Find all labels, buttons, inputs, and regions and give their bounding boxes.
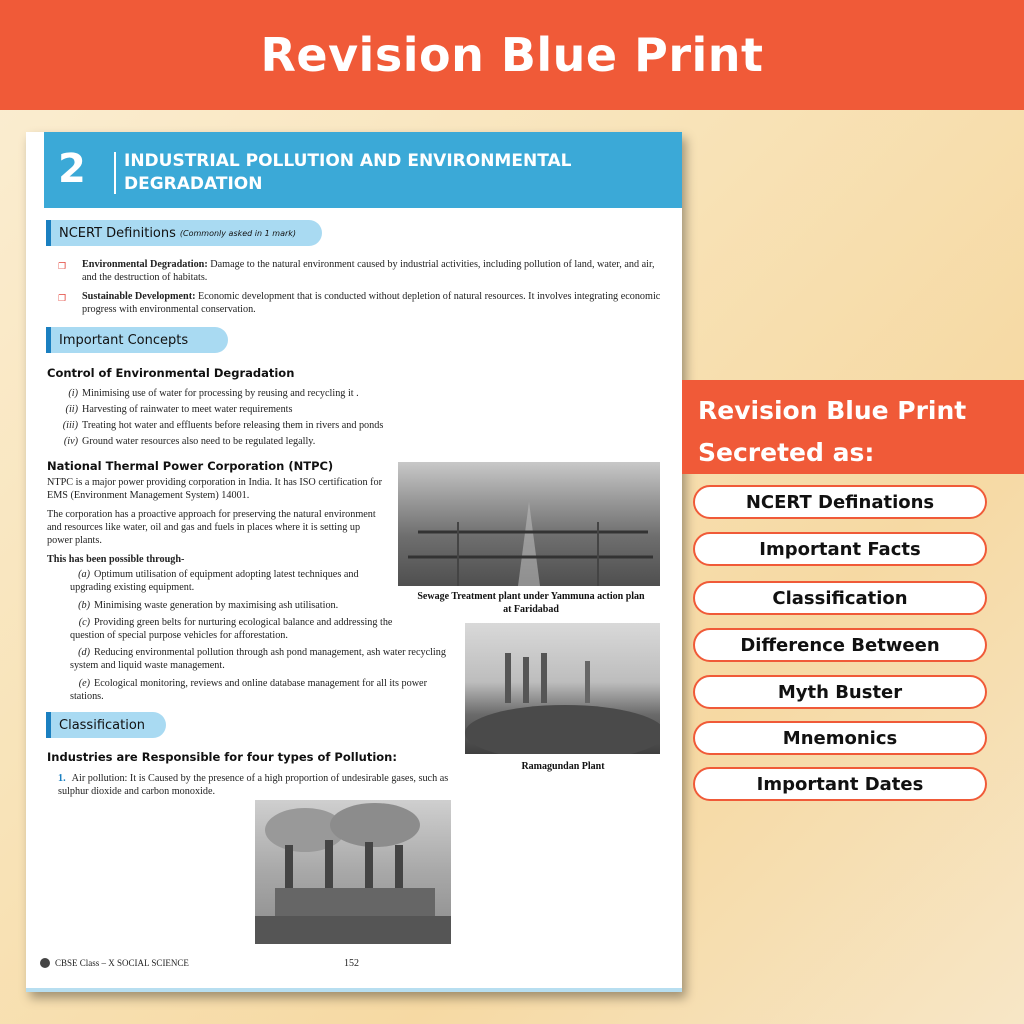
definition-term: Sustainable Development: — [82, 291, 196, 302]
section-label: Important Concepts — [59, 332, 189, 348]
list-item: (e) Ecological monitoring, reviews and online database management for all its power stations. — [70, 678, 427, 702]
ntpc-heading: National Thermal Power Corporation (NTPC) — [47, 459, 334, 473]
feature-button-classification[interactable]: Classification — [693, 581, 987, 615]
banner-title: Revision Blue Print — [260, 28, 764, 82]
list-item: (b) Minimising waste generation by maximising ash utilisation. — [78, 600, 339, 611]
sewage-plant-photo — [398, 462, 660, 586]
ramagundan-plant-photo — [465, 623, 660, 754]
section-classification — [46, 712, 166, 738]
page-footer — [40, 958, 189, 968]
definition-item — [58, 290, 663, 316]
bullet-square-icon: ❐ — [58, 261, 67, 271]
control-heading: Control of Environmental Degradation — [47, 366, 295, 380]
pollution-item: 1. Air pollution: It is Caused by the presence of a high proportion of undesirable gases, such as sulphur dioxide and carbon monoxide. — [58, 773, 449, 797]
section-ncert-definitions — [46, 220, 322, 246]
chapter-header — [44, 132, 682, 208]
bullet-square-icon: ❐ — [58, 293, 67, 303]
footer-book: CBSE Class – X SOCIAL SCIENCE — [55, 958, 189, 968]
page-bottom-strip — [26, 988, 682, 992]
list-item: (i) Minimising use of water for processing by reusing and recycling it . — [68, 388, 359, 399]
ramagundan-caption: Ramagundan Plant — [521, 761, 605, 772]
chapter-divider — [114, 152, 116, 194]
definition-text: Economic development that is conducted without depletion of natural resources. It involves integrating economic progress with environmental conservation. — [82, 291, 661, 315]
ntpc-paragraph: NTPC is a major power providing corporation in India. It has ISO certification for EMS (Environment Management System) 14001. — [47, 477, 382, 501]
feature-button-myth[interactable]: Myth Buster — [693, 675, 987, 709]
feature-button-mnemonics[interactable]: Mnemonics — [693, 721, 987, 755]
section-label: Classification — [59, 717, 146, 733]
list-item: (d) Reducing environmental pollution through ash pond management, ash water recycling system and liquid waste management. — [70, 647, 446, 671]
ntpc-paragraph: The corporation has a proactive approach for preserving the natural environment and resources like water, oil and gas and fuels in places where it is setting up power plants. — [47, 509, 376, 546]
list-item: (c) Providing green belts for nurturing ecological balance and addressing the question of special purpose vehicles for afforestation. — [70, 617, 393, 641]
publisher-logo-icon — [40, 958, 50, 968]
chapter-number: 2 — [58, 146, 86, 192]
side-title-line: Secreted as: — [698, 438, 875, 467]
ntpc-through: This has been possible through- — [47, 554, 185, 565]
section-note: (Commonly asked in 1 mark) — [179, 228, 297, 238]
pollution-illustration — [255, 800, 451, 944]
list-item: (a) Optimum utilisation of equipment adopting latest techniques and upgrading existing equipment. — [70, 569, 359, 593]
list-item: (iv) Ground water resources also need to be regulated legally. — [63, 436, 316, 447]
page-number: 152 — [344, 958, 359, 969]
sewage-caption: Sewage Treatment plant under Yammuna action plan at Faridabad — [417, 591, 645, 615]
book-page — [26, 132, 682, 992]
list-item: (ii) Harvesting of rainwater to meet water requirements — [65, 404, 293, 415]
pollution-heading: Industries are Responsible for four types of Pollution: — [47, 750, 397, 764]
definition-item — [58, 258, 663, 284]
feature-button-ncert[interactable]: NCERT Definations — [693, 485, 987, 519]
definition-text: Damage to the natural environment caused by industrial activities, including pollution of land, water, and air, and the destruction of habitats. — [82, 259, 655, 283]
top-banner — [0, 0, 1024, 110]
list-item: (iii) Treating hot water and effluents before releasing them in rivers and ponds — [62, 420, 384, 431]
feature-button-facts[interactable]: Important Facts — [693, 532, 987, 566]
section-important-concepts — [46, 327, 228, 353]
chapter-title: INDUSTRIAL POLLUTION AND ENVIRONMENTAL DEGRADATION — [124, 151, 572, 194]
definition-term: Environmental Degradation: — [82, 259, 208, 270]
feature-button-dates[interactable]: Important Dates — [693, 767, 987, 801]
section-label: NCERT Definitions — [59, 225, 176, 241]
side-title-line: Revision Blue Print — [698, 396, 967, 425]
feature-button-difference[interactable]: Difference Between — [693, 628, 987, 662]
side-banner — [682, 380, 1024, 474]
side-title — [698, 390, 966, 474]
